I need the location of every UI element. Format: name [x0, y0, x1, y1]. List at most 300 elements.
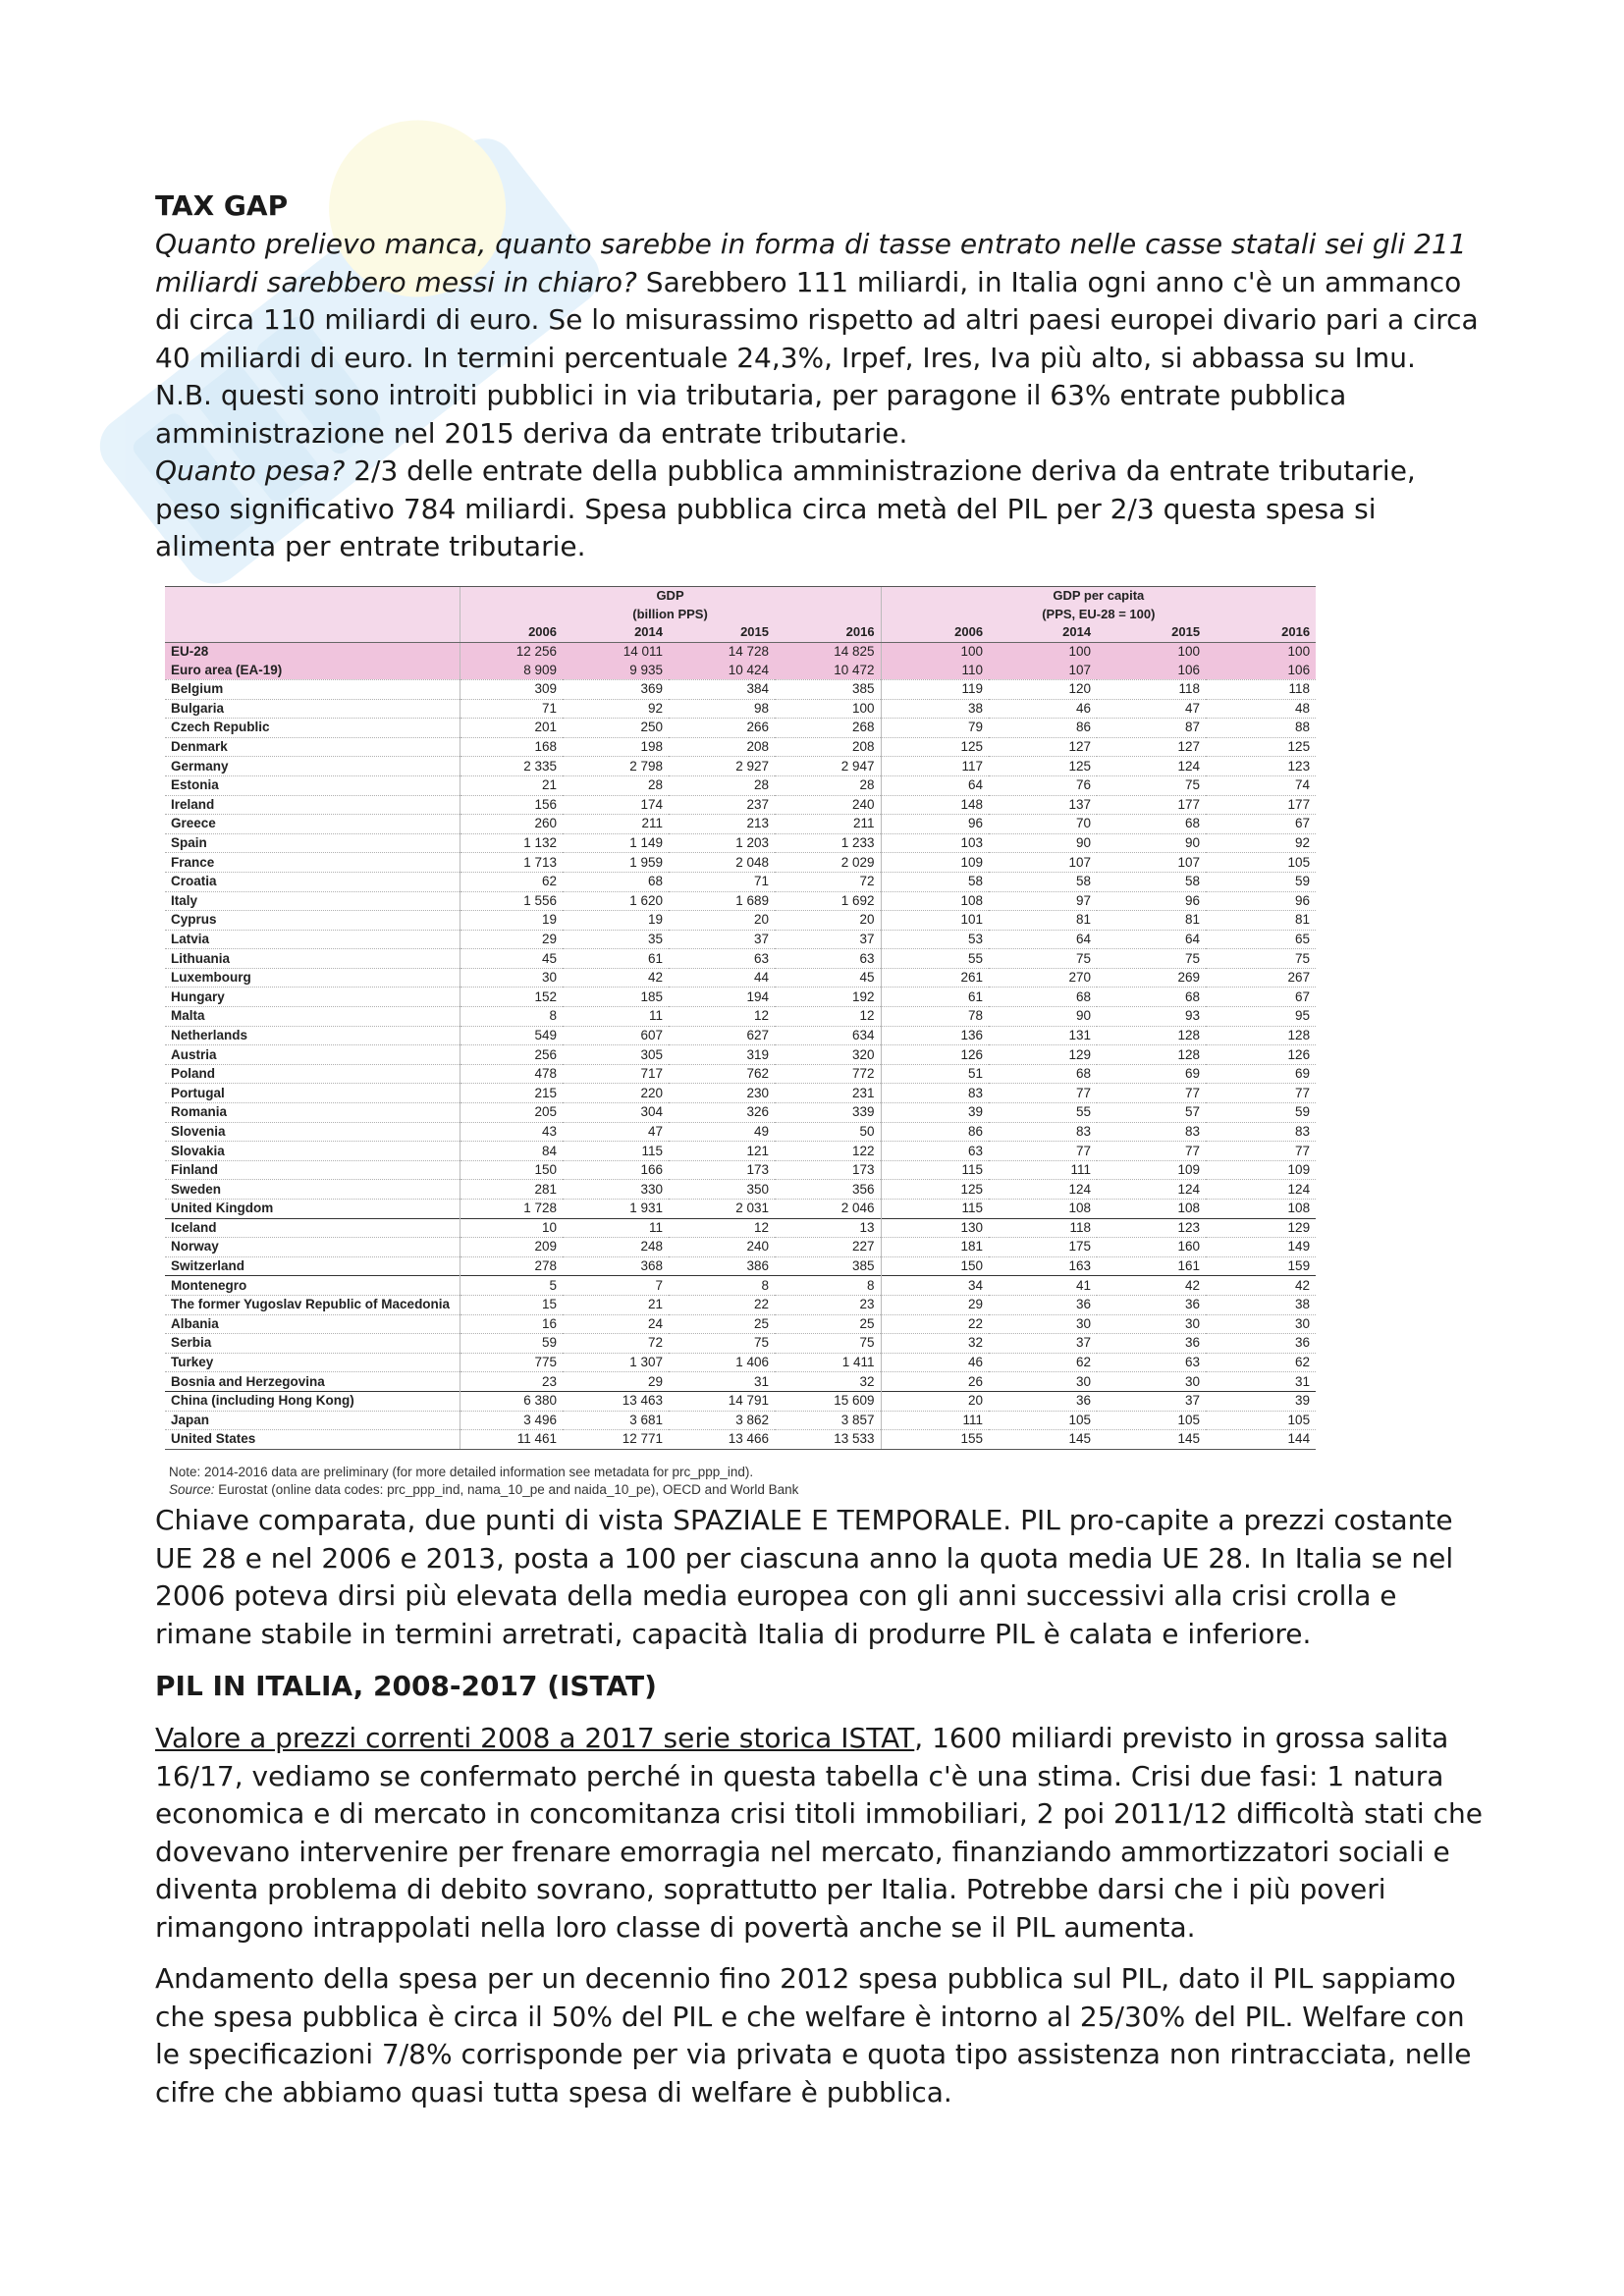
table-row	[165, 1045, 1316, 1065]
gdp-cell: 37	[775, 930, 881, 949]
table-row	[165, 1122, 1316, 1142]
gdp-per-capita-cell: 59	[1206, 872, 1316, 891]
country-name: Albania	[165, 1314, 460, 1334]
gdp-cell: 13 533	[775, 1430, 881, 1450]
gdp-per-capita-cell: 107	[989, 661, 1097, 679]
gdp-per-capita-cell: 106	[1206, 661, 1316, 679]
country-name: EU-28	[165, 642, 460, 661]
country-name: Spain	[165, 833, 460, 853]
gdp-per-capita-cell: 79	[881, 719, 989, 738]
table-row	[165, 1430, 1316, 1450]
gdp-per-capita-cell: 96	[1206, 891, 1316, 911]
gdp-cell: 248	[563, 1238, 669, 1257]
country-name: Serbia	[165, 1334, 460, 1354]
gdp-cell: 309	[460, 679, 563, 699]
gdp-cell: 13 463	[563, 1391, 669, 1411]
gdp-cell: 1 556	[460, 891, 563, 911]
gdp-per-capita-cell: 58	[881, 872, 989, 891]
gdp-per-capita-cell: 67	[1206, 988, 1316, 1007]
country-name: Luxembourg	[165, 968, 460, 988]
gdp-per-capita-cell: 124	[989, 1180, 1097, 1200]
gdp-per-capita-cell: 101	[881, 911, 989, 931]
year-header: 2016	[1206, 623, 1316, 642]
gdp-cell: 205	[460, 1103, 563, 1123]
gdp-cell: 339	[775, 1103, 881, 1123]
gdp-per-capita-cell: 36	[1206, 1334, 1316, 1354]
gdp-cell: 1 713	[460, 853, 563, 873]
gdp-per-capita-cell: 100	[881, 642, 989, 661]
gdp-per-capita-cell: 100	[1206, 642, 1316, 661]
gdp-cell: 250	[563, 719, 669, 738]
table-note	[165, 1464, 1316, 1499]
gdp-per-capita-cell: 48	[1206, 699, 1316, 719]
gdp-cell: 386	[746, 1258, 769, 1274]
gdp-per-capita-cell: 93	[1097, 1007, 1206, 1027]
gdp-cell: 385	[852, 1258, 875, 1274]
country-name: Romania	[165, 1103, 460, 1123]
year-header: 2006	[881, 623, 989, 642]
gdp-per-capita-cell: 30	[1185, 1373, 1201, 1389]
gdp-table	[165, 586, 1316, 1450]
gdp-per-capita-group-header: GDP per capita	[881, 587, 1316, 606]
gdp-cell: 192	[775, 988, 881, 1007]
gdp-per-capita-cell: 159	[1287, 1258, 1311, 1274]
gdp-per-capita-cell: 100	[1097, 642, 1206, 661]
table-row	[165, 1180, 1316, 1200]
gdp-cell: 185	[563, 988, 669, 1007]
gdp-per-capita-cell: 106	[1097, 661, 1206, 679]
gdp-cell: 478	[460, 1064, 563, 1084]
gdp-cell: 326	[669, 1103, 775, 1123]
gdp-cell: 19	[563, 911, 669, 931]
table-row	[165, 1007, 1316, 1027]
gdp-per-capita-cell: 163	[1068, 1258, 1092, 1274]
gdp-per-capita-cell: 29	[881, 1295, 989, 1314]
source-text: Eurostat (online data codes: prc_ppp_ind, nama_10_pe and naida_10_pe), OECD and World Bank	[214, 1481, 799, 1497]
gdp-per-capita-cell: 115	[881, 1200, 989, 1219]
country-name: Croatia	[165, 872, 460, 891]
year-header: 2015	[669, 623, 775, 642]
table-row	[165, 815, 1316, 834]
gdp-cell: 25	[775, 1314, 881, 1334]
gdp-cell: 71	[460, 699, 563, 719]
gdp-cell: 1 411	[775, 1353, 881, 1372]
gdp-per-capita-cell: 77	[1097, 1142, 1206, 1161]
gdp-cell: 11	[563, 1007, 669, 1027]
gdp-per-capita-cell: 58	[989, 872, 1097, 891]
gdp-cell: 28	[563, 775, 669, 795]
gdp-per-capita-cell: 108	[1287, 1201, 1311, 1216]
gdp-cell: 150	[460, 1160, 563, 1180]
gdp-per-capita-cell: 36	[1097, 1334, 1206, 1354]
year-header: 2006	[460, 623, 563, 642]
gdp-per-capita-cell: 144	[1206, 1430, 1316, 1450]
gdp-unit-header: (billion PPS)	[460, 606, 881, 624]
gdp-cell: 10	[460, 1218, 563, 1238]
table-row	[165, 1411, 1316, 1430]
gdp-per-capita-cell: 78	[881, 1007, 989, 1027]
table-row	[165, 1256, 1316, 1276]
table-source	[169, 1481, 1316, 1499]
paragraph-comparison: Chiave comparata, due punti di vista SPAZIALE E TEMPORALE. PIL pro-capite a prezzi costante UE 28 e nel 2006 e 2013, posta a 100 per ciascuna anno la quota media UE 28. In Italia se nel 2006 poteva dirsi più elevata della media europea con gli anni successivi alla crisi crolla e rimane stabile in termini arretrati, capacità Italia di produrre PIL è calata e inferiore.	[155, 1504, 1454, 1650]
table-row	[165, 1314, 1316, 1334]
gdp-cell: 227	[775, 1238, 881, 1257]
gdp-cell: 3 857	[775, 1411, 881, 1430]
table-row	[165, 1295, 1316, 1314]
gdp-cell: 63	[669, 949, 775, 969]
gdp-cell: 385	[775, 679, 881, 699]
gdp-cell: 240	[775, 795, 881, 815]
gdp-cell: 213	[669, 815, 775, 834]
table-row	[165, 1084, 1316, 1103]
country-name: China (including Hong Kong)	[165, 1391, 460, 1411]
gdp-cell: 50	[775, 1122, 881, 1142]
gdp-per-capita-cell: 270	[989, 968, 1097, 988]
question-1: Quanto prelievo manca, quanto sarebbe in forma di tasse entrato nelle casse statali sei gli 211 miliardi sarebbero messi in chiaro?	[155, 228, 1467, 298]
gdp-cell: 1 233	[775, 833, 881, 853]
gdp-cell: 9 935	[563, 661, 669, 679]
gdp-cell: 28	[775, 775, 881, 795]
gdp-per-capita-cell: 31	[1295, 1373, 1311, 1389]
istat-series-underlined: Valore a prezzi correnti 2008 a 2017 serie storica ISTAT	[155, 1722, 915, 1754]
country-name: Finland	[165, 1160, 460, 1180]
gdp-cell: 1 959	[563, 853, 669, 873]
gdp-per-capita-cell: 110	[881, 661, 989, 679]
gdp-cell: 84	[460, 1142, 563, 1161]
gdp-cell: 13 466	[669, 1430, 775, 1450]
gdp-cell: 384	[669, 679, 775, 699]
table-note-text: Note: 2014-2016 data are preliminary (for more detailed information see metadata for prc_ppp_ind).	[169, 1464, 754, 1479]
gdp-per-capita-cell: 126	[1206, 1045, 1316, 1065]
gdp-per-capita-cell: 118	[1206, 679, 1316, 699]
gdp-per-capita-cell: 36	[989, 1295, 1097, 1314]
gdp-per-capita-cell: 75	[1097, 949, 1206, 969]
gdp-cell: 12 256	[460, 642, 563, 661]
gdp-per-capita-cell: 90	[989, 833, 1097, 853]
gdp-per-capita-cell: 39	[1206, 1391, 1316, 1411]
country-name: Bulgaria	[165, 699, 460, 719]
gdp-cell: 350	[669, 1180, 775, 1200]
gdp-per-capita-cell: 74	[1206, 775, 1316, 795]
country-name: Czech Republic	[165, 719, 460, 738]
gdp-cell: 62	[460, 872, 563, 891]
country-name: Germany	[165, 757, 460, 776]
gdp-cell: 72	[775, 872, 881, 891]
gdp-per-capita-cell: 269	[1097, 968, 1206, 988]
country-name: Latvia	[165, 930, 460, 949]
gdp-cell: 63	[775, 949, 881, 969]
intro-section	[155, 187, 1481, 566]
gdp-per-capita-cell: 36	[1097, 1295, 1206, 1314]
gdp-per-capita-cell: 261	[881, 968, 989, 988]
gdp-per-capita-cell: 145	[1097, 1430, 1206, 1450]
gdp-cell: 35	[563, 930, 669, 949]
gdp-per-capita-cell: 119	[881, 679, 989, 699]
gdp-per-capita-cell: 125	[1206, 737, 1316, 757]
gdp-cell: 10 472	[775, 661, 881, 679]
gdp-cell: 1 307	[563, 1353, 669, 1372]
gdp-cell: 14 791	[669, 1391, 775, 1411]
gdp-per-capita-cell: 63	[881, 1142, 989, 1161]
gdp-cell: 266	[669, 719, 775, 738]
gdp-cell: 20	[669, 911, 775, 931]
gdp-per-capita-cell: 83	[989, 1122, 1097, 1142]
gdp-per-capita-cell: 96	[881, 815, 989, 834]
gdp-cell: 775	[460, 1353, 563, 1372]
table-row	[165, 737, 1316, 757]
gdp-per-capita-cell: 100	[989, 642, 1097, 661]
paragraph-nb: N.B. questi sono introiti pubblici in via tributaria, per paragone il 63% entrate pubblica amministrazione nel 2015 deriva da entrate tributarie.	[155, 379, 1347, 450]
table-row	[165, 642, 1316, 661]
gdp-cell: 1 132	[460, 833, 563, 853]
gdp-cell: 268	[775, 719, 881, 738]
gdp-per-capita-cell: 57	[1097, 1103, 1206, 1123]
table-row	[165, 833, 1316, 853]
table-row	[165, 1142, 1316, 1161]
gdp-cell: 115	[563, 1142, 669, 1161]
gdp-cell: 28	[669, 775, 775, 795]
gdp-per-capita-cell: 51	[881, 1064, 989, 1084]
gdp-cell: 281	[460, 1180, 563, 1200]
gdp-cell: 772	[775, 1064, 881, 1084]
gdp-cell: 607	[563, 1026, 669, 1045]
gdp-cell: 3 862	[669, 1411, 775, 1430]
gdp-per-capita-cell: 87	[1097, 719, 1206, 738]
gdp-per-capita-cell: 107	[989, 853, 1097, 873]
gdp-cell: 173	[775, 1160, 881, 1180]
gdp-per-capita-cell: 46	[881, 1353, 989, 1372]
paragraph-istat	[155, 1720, 1490, 1947]
gdp-cell: 156	[460, 795, 563, 815]
gdp-per-capita-cell: 181	[881, 1238, 989, 1257]
country-name: United Kingdom	[171, 1201, 274, 1216]
gdp-cell: 8 909	[460, 661, 563, 679]
gdp-per-capita-cell: 90	[1097, 833, 1206, 853]
table-row	[165, 1200, 1316, 1219]
gdp-per-capita-unit-header: (PPS, EU-28 = 100)	[881, 606, 1316, 624]
gdp-cell: 25	[669, 1314, 775, 1334]
gdp-cell: 717	[563, 1064, 669, 1084]
gdp-cell: 20	[775, 911, 881, 931]
gdp-cell: 31	[753, 1373, 769, 1389]
gdp-cell: 15 609	[775, 1391, 881, 1411]
gdp-cell: 237	[669, 795, 775, 815]
gdp-per-capita-cell: 64	[989, 930, 1097, 949]
gdp-per-capita-cell: 77	[1206, 1142, 1316, 1161]
gdp-per-capita-cell: 108	[881, 891, 989, 911]
gdp-per-capita-cell: 95	[1206, 1007, 1316, 1027]
gdp-per-capita-cell: 96	[1097, 891, 1206, 911]
gdp-per-capita-cell: 77	[989, 1084, 1097, 1103]
gdp-per-capita-cell: 127	[989, 737, 1097, 757]
country-name: Bosnia and Herzegovina	[171, 1373, 325, 1389]
table-row	[165, 1238, 1316, 1257]
gdp-per-capita-cell: 92	[1206, 833, 1316, 853]
table-row	[165, 853, 1316, 873]
table-row	[165, 679, 1316, 699]
gdp-cell: 168	[460, 737, 563, 757]
gdp-per-capita-cell: 111	[989, 1160, 1097, 1180]
country-name: The former Yugoslav Republic of Macedonia	[165, 1295, 460, 1314]
gdp-cell: 194	[669, 988, 775, 1007]
gdp-cell: 2 048	[669, 853, 775, 873]
gdp-cell: 98	[669, 699, 775, 719]
gdp-cell: 549	[460, 1026, 563, 1045]
gdp-per-capita-cell: 68	[1097, 815, 1206, 834]
tax-gap-heading: TAX GAP	[155, 189, 289, 222]
gdp-per-capita-cell: 128	[1206, 1026, 1316, 1045]
table-row	[165, 1160, 1316, 1180]
gdp-cell: 92	[563, 699, 669, 719]
gdp-cell: 1 728	[460, 1200, 563, 1219]
gdp-per-capita-cell: 58	[1097, 872, 1206, 891]
gdp-cell: 8	[775, 1276, 881, 1296]
paragraph-tax-gap	[155, 226, 1481, 377]
gdp-per-capita-cell: 128	[1097, 1026, 1206, 1045]
gdp-per-capita-cell: 107	[1097, 853, 1206, 873]
pil-italia-heading: PIL IN ITALIA, 2008-2017 (ISTAT)	[155, 1670, 657, 1702]
table-row	[165, 1026, 1316, 1045]
gdp-per-capita-cell: 36	[989, 1391, 1097, 1411]
country-name: United States	[165, 1430, 460, 1450]
gdp-cell: 1 692	[775, 891, 881, 911]
gdp-cell: 3 496	[460, 1411, 563, 1430]
gdp-per-capita-cell: 160	[1097, 1238, 1206, 1257]
gdp-per-capita-cell: 59	[1206, 1103, 1316, 1123]
gdp-per-capita-cell: 83	[1097, 1122, 1206, 1142]
answer-2: 2/3 delle entrate della pubblica amministrazione deriva da entrate tributarie, peso significativo 784 miliardi. Spesa pubblica circa metà del PIL per 2/3 questa spesa si alimenta per entrate tributarie.	[155, 454, 1416, 562]
gdp-cell: 68	[563, 872, 669, 891]
gdp-cell: 319	[669, 1045, 775, 1065]
analysis-section	[155, 1502, 1490, 2111]
gdp-per-capita-cell: 83	[1206, 1122, 1316, 1142]
gdp-per-capita-cell: 55	[989, 1103, 1097, 1123]
table-row	[165, 719, 1316, 738]
gdp-cell: 47	[563, 1122, 669, 1142]
gdp-cell: 75	[669, 1334, 775, 1354]
gdp-per-capita-cell: 67	[1206, 815, 1316, 834]
table-row	[165, 1218, 1316, 1238]
table-row	[165, 968, 1316, 988]
gdp-cell: 220	[563, 1084, 669, 1103]
gdp-cell: 12	[775, 1007, 881, 1027]
country-name: Sweden	[165, 1180, 460, 1200]
gdp-per-capita-cell: 20	[881, 1391, 989, 1411]
table-row	[165, 1353, 1316, 1372]
gdp-cell: 260	[460, 815, 563, 834]
gdp-per-capita-cell: 105	[989, 1411, 1097, 1430]
answer-1: Sarebbero 111 miliardi, in Italia ogni anno c'è un ammanco di circa 110 miliardi di euro. Se lo misurassimo rispetto ad altri paesi europei divario pari a circa 40 miliardi di euro. In termini percentuale 24,3%, Irpef, Ires, Iva più alto, si abbassa su Imu.	[155, 265, 1479, 374]
gdp-per-capita-cell: 37	[1097, 1391, 1206, 1411]
gdp-cell: 100	[775, 699, 881, 719]
gdp-per-capita-cell: 75	[1097, 775, 1206, 795]
gdp-cell: 37	[669, 930, 775, 949]
gdp-cell: 174	[563, 795, 669, 815]
paragraph-spending: Andamento della spesa per un decennio fino 2012 spesa pubblica sul PIL, dato il PIL sappiamo che spesa pubblica è circa il 50% del PIL e che welfare è intorno al 25/30% del PIL. Welfare con le specificazioni 7/8% corrisponde per via privata e quota tipo assistenza non rintracciata, nelle cifre che abbiamo quasi tutta spesa di welfare è pubblica.	[155, 1962, 1472, 2109]
gdp-cell: 152	[460, 988, 563, 1007]
gdp-cell: 2 031	[735, 1201, 769, 1216]
gdp-per-capita-cell: 41	[989, 1276, 1097, 1296]
gdp-per-capita-cell: 108	[1177, 1201, 1201, 1216]
gdp-cell: 3 681	[563, 1411, 669, 1430]
gdp-per-capita-cell: 30	[1097, 1314, 1206, 1334]
gdp-per-capita-cell: 53	[881, 930, 989, 949]
gdp-per-capita-cell: 61	[881, 988, 989, 1007]
gdp-per-capita-cell: 128	[1097, 1045, 1206, 1065]
year-header: 2016	[775, 623, 881, 642]
gdp-per-capita-cell: 42	[1097, 1276, 1206, 1296]
gdp-cell: 19	[460, 911, 563, 931]
gdp-per-capita-cell: 124	[1097, 1180, 1206, 1200]
country-name: Netherlands	[165, 1026, 460, 1045]
gdp-per-capita-cell: 125	[881, 737, 989, 757]
table-row	[165, 775, 1316, 795]
gdp-per-capita-cell: 105	[1097, 1411, 1206, 1430]
gdp-cell: 14 825	[775, 642, 881, 661]
table-row	[165, 757, 1316, 776]
gdp-per-capita-cell: 37	[989, 1334, 1097, 1354]
gdp-cell: 166	[563, 1160, 669, 1180]
gdp-cell: 29	[647, 1373, 663, 1389]
gdp-cell: 198	[563, 737, 669, 757]
gdp-per-capita-cell: 42	[1206, 1276, 1316, 1296]
gdp-per-capita-cell: 77	[1097, 1084, 1206, 1103]
table-row	[165, 661, 1316, 679]
gdp-cell: 44	[669, 968, 775, 988]
table-row	[165, 1103, 1316, 1123]
gdp-cell: 304	[563, 1103, 669, 1123]
gdp-per-capita-cell: 47	[1097, 699, 1206, 719]
country-name: Hungary	[165, 988, 460, 1007]
gdp-cell: 22	[669, 1295, 775, 1314]
gdp-cell: 2 798	[563, 757, 669, 776]
gdp-cell: 2 046	[840, 1201, 875, 1216]
gdp-cell: 208	[775, 737, 881, 757]
gdp-per-capita-cell: 109	[1097, 1160, 1206, 1180]
gdp-cell: 2 029	[775, 853, 881, 873]
gdp-cell: 201	[460, 719, 563, 738]
gdp-cell: 71	[669, 872, 775, 891]
gdp-cell: 43	[460, 1122, 563, 1142]
gdp-cell: 256	[460, 1045, 563, 1065]
gdp-cell: 1 149	[563, 833, 669, 853]
gdp-per-capita-cell: 120	[989, 679, 1097, 699]
gdp-per-capita-cell: 64	[881, 775, 989, 795]
question-2: Quanto pesa?	[155, 454, 346, 487]
istat-series-text: , 1600 miliardi previsto in grossa salita 16/17, vediamo se confermato perché in questa tabella c'è una stima. Crisi due fasi: 1 natura economica e di mercato in concomitanza crisi titoli immobiliari, 2 poi 2011/12 difficoltà stati che dovevano intervenire per frenare emorragia nel mercato, finanziando ammortizzatori sociali e diventa problema di debito sovrano, soprattutto per Italia. Potrebbe darsi che i più poveri rimangono intrappolati nella loro classe di povertà anche se il PIL aumenta.	[155, 1722, 1483, 1944]
gdp-cell: 173	[669, 1160, 775, 1180]
country-name: Poland	[165, 1064, 460, 1084]
gdp-per-capita-cell: 81	[1097, 911, 1206, 931]
country-name: Italy	[165, 891, 460, 911]
year-header: 2014	[989, 623, 1097, 642]
gdp-cell: 21	[460, 775, 563, 795]
gdp-per-capita-cell: 105	[1206, 1411, 1316, 1430]
gdp-cell: 32	[859, 1373, 875, 1389]
gdp-per-capita-cell: 109	[881, 853, 989, 873]
gdp-cell: 209	[460, 1238, 563, 1257]
country-name: Estonia	[165, 775, 460, 795]
gdp-per-capita-cell: 32	[881, 1334, 989, 1354]
gdp-cell: 6 380	[460, 1391, 563, 1411]
gdp-per-capita-cell: 149	[1206, 1238, 1316, 1257]
gdp-cell: 59	[460, 1334, 563, 1354]
gdp-cell: 7	[563, 1276, 669, 1296]
gdp-per-capita-cell: 39	[881, 1103, 989, 1123]
gdp-per-capita-cell: 22	[881, 1314, 989, 1334]
gdp-cell: 8	[669, 1276, 775, 1296]
gdp-cell: 627	[669, 1026, 775, 1045]
